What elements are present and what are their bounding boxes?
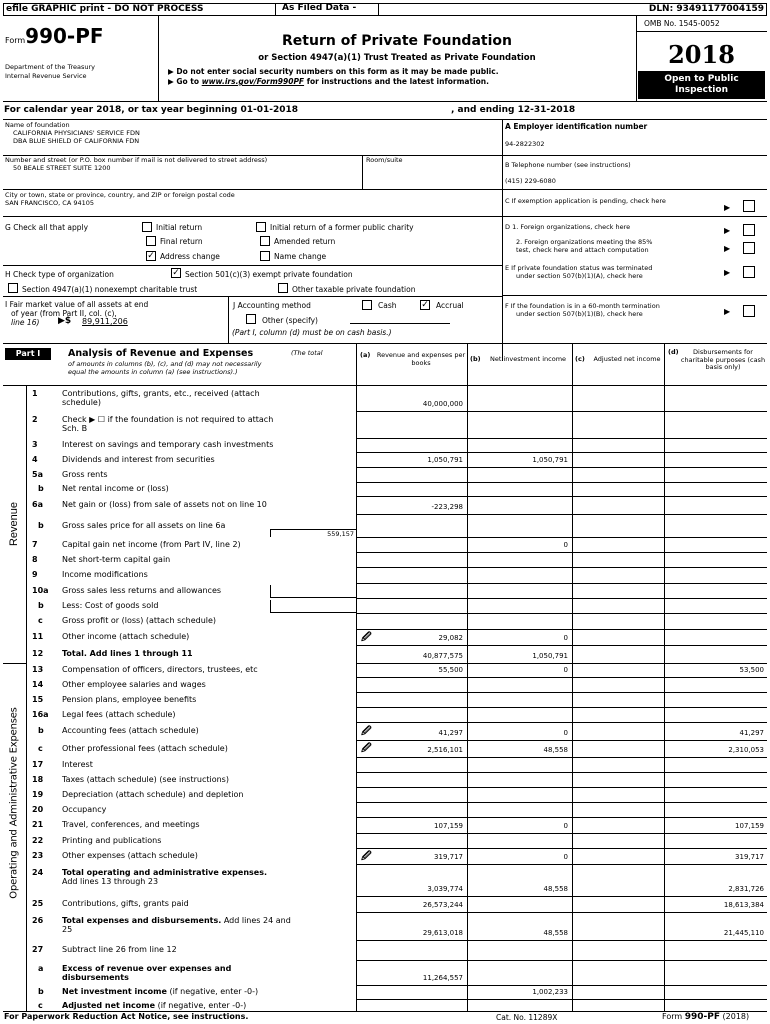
row-label <box>62 726 199 735</box>
ein-value: 94-2822302 <box>505 140 545 148</box>
row-label-text: Total operating and administrative expenses. <box>62 868 267 877</box>
table-row <box>0 438 770 452</box>
ssn-warning-text: Do not enter social security numbers on this form as it may be made public. <box>176 67 499 76</box>
row-label-line2: Add lines 13 through 23 <box>62 877 159 886</box>
row-number: 27 <box>32 945 44 954</box>
row-label <box>62 616 216 625</box>
row-label <box>62 521 225 530</box>
row-number: 9 <box>32 570 38 579</box>
row-label <box>62 586 221 595</box>
f-label-1: F If the foundation is in a 60-month termination <box>505 302 660 310</box>
row-col-d: 21,445,110 <box>723 929 764 937</box>
row-label <box>62 805 106 814</box>
table-row <box>0 514 770 537</box>
row-label-text: Gross rents <box>62 469 108 479</box>
row-number: 24 <box>32 868 44 877</box>
row-label <box>62 1001 246 1010</box>
row-label-text: Other expenses (attach schedule) <box>62 851 198 860</box>
row-number: 22 <box>32 835 44 845</box>
row-col-b: 1,002,233 <box>532 988 568 996</box>
j-note: (Part I, column (d) must be on cash basis.) <box>232 328 392 337</box>
d2-label-1: 2. Foreign organizations meeting the 85% <box>516 238 653 246</box>
street-address: 50 BEALE STREET SUITE 1200 <box>13 164 111 172</box>
row-col-b: 0 <box>563 541 568 549</box>
row-label-text: Contributions, gifts, grants, etc., received (attach <box>62 389 260 398</box>
attachment-icon[interactable]: 🖉 <box>361 743 372 754</box>
row-col-b: 0 <box>563 853 568 861</box>
filed-data-label: As Filed Data - <box>275 3 379 16</box>
row-col-a: 40,000,000 <box>422 400 463 408</box>
col-d-header: Disbursements for charitable purposes (cash basis only) <box>680 348 766 371</box>
exemption-pending-label: C If exemption application is pending, check here <box>505 197 666 205</box>
col-c-tag: (c) <box>575 355 585 363</box>
tax-year: 2018 <box>668 40 735 69</box>
row-number: 20 <box>32 804 44 814</box>
table-row <box>0 960 770 985</box>
footer-form-word: Form <box>662 1012 683 1021</box>
row-label <box>62 570 148 579</box>
irs-link[interactable]: www.irs.gov/Form990PF <box>201 77 305 86</box>
row-label-text: Total. Add lines 1 through 11 <box>62 649 193 658</box>
row-col-d: 18,613,384 <box>723 901 764 909</box>
part1-desc-2: of amounts in columns (b), (c), and (d) may not necessarily <box>68 360 262 368</box>
row-label <box>62 632 189 641</box>
row-label <box>62 484 169 493</box>
initial-former-label: Initial return of a former public charity <box>270 223 414 232</box>
row-col-d: 107,159 <box>735 822 764 830</box>
row-label-text: Printing and publications <box>62 835 162 845</box>
row-label <box>62 695 196 704</box>
irs-link-pre: Go to <box>176 77 200 86</box>
d2-label-2: test, check here and attach computation <box>516 246 649 254</box>
d2-checkbox[interactable] <box>743 242 755 254</box>
fmv-arrow-icon: ▶$ <box>58 316 72 326</box>
footer-form-id <box>662 1012 749 1022</box>
fmv-value: 89,911,206 <box>82 317 128 326</box>
table-row <box>0 496 770 514</box>
table-row <box>0 757 770 772</box>
foundation-name-2: DBA BLUE SHIELD OF CALIFORNIA FDN <box>13 137 140 145</box>
irs-label: Internal Revenue Service <box>5 72 87 80</box>
cat-number: Cat. No. 11289X <box>496 1013 558 1022</box>
calendar-year: For calendar year 2018, or tax year beginning 01-01-2018 <box>4 105 299 115</box>
h-label: H Check type of organization <box>5 270 114 279</box>
row-label-text: Gross sales price for all assets on line 6a <box>62 520 226 530</box>
side-revenue-label: Revenue <box>8 501 20 547</box>
row-col-d: 319,717 <box>735 853 764 861</box>
row-col-a: 26,573,244 <box>422 901 463 909</box>
row-number: 18 <box>32 774 44 784</box>
address-change-checkbox[interactable]: ✓ <box>147 251 155 261</box>
row-col-a: 29,613,018 <box>422 929 463 937</box>
calendar-ending: , and ending 12-31-2018 <box>451 105 576 115</box>
j-cash-label: Cash <box>378 301 397 310</box>
open-public-badge: Open to Public Inspection <box>638 71 765 99</box>
row-label-text: Interest on savings and temporary cash investments <box>62 440 274 449</box>
row-label-text: Check ▶ ☐ if the foundation is not required to attach <box>62 415 274 424</box>
table-row <box>0 848 770 864</box>
table-row <box>0 722 770 740</box>
row-label-text: Gross sales less returns and allowances <box>62 585 222 595</box>
efile-label: efile GRAPHIC print - DO NOT PROCESS <box>6 4 204 14</box>
part1-title: Analysis of Revenue and Expenses <box>68 348 254 359</box>
table-row <box>0 677 770 692</box>
row-label <box>62 945 177 954</box>
row-col-d: 53,500 <box>739 666 764 674</box>
foundation-name-label: Name of foundation <box>5 121 70 129</box>
form-title: Return of Private Foundation <box>282 33 512 49</box>
row-col-a: 11,264,557 <box>422 974 463 982</box>
city-value: SAN FRANCISCO, CA 94105 <box>5 199 95 207</box>
row-label <box>62 455 215 464</box>
row-label-text: Legal fees (attach schedule) <box>62 709 176 719</box>
table-row <box>0 613 770 629</box>
row-label-line2: Sch. B <box>62 424 88 433</box>
row-col-b: 0 <box>563 822 568 830</box>
table-row <box>0 787 770 802</box>
row-label-text: Occupancy <box>62 804 107 814</box>
col-d-tag: (d) <box>668 348 679 356</box>
row-col-b: 48,558 <box>543 929 568 937</box>
row-number: b <box>38 484 44 493</box>
row-label-text: Contributions, gifts, grants paid <box>62 899 189 908</box>
row-label <box>62 790 243 799</box>
row-number: 16a <box>32 709 49 719</box>
inline-entry-box[interactable] <box>270 600 356 613</box>
row-label <box>62 760 93 769</box>
arrow-icon: ▶ <box>724 226 731 235</box>
row-label-text: Other employee salaries and wages <box>62 679 206 689</box>
row-label <box>62 836 161 845</box>
h-501c3-checkbox[interactable]: ✓ <box>172 268 180 278</box>
row-number: c <box>38 743 43 753</box>
table-row <box>0 817 770 833</box>
e-label-2: under section 507(b)(1)(A), check here <box>516 272 643 280</box>
attachment-icon[interactable]: 🖉 <box>361 631 372 643</box>
dln-label: DLN: 93491177004159 <box>648 4 764 14</box>
row-label <box>62 389 260 398</box>
foundation-name-1: CALIFORNIA PHYSICIANS' SERVICE FDN <box>13 129 140 137</box>
row-label-text: Excess of revenue over expenses and <box>62 964 232 973</box>
row-label-text: Net investment income <box>62 987 167 996</box>
row-label <box>62 440 273 449</box>
h-4947-checkbox[interactable] <box>8 283 18 293</box>
table-row <box>0 912 770 940</box>
row-number: 19 <box>32 789 44 799</box>
table-row <box>0 896 770 912</box>
phone-value: (415) 229-6080 <box>505 177 556 185</box>
row-number: b <box>38 726 44 735</box>
row-label-text: Pension plans, employee benefits <box>62 694 197 704</box>
j-other-checkbox[interactable] <box>246 314 256 324</box>
row-label-text: Interest <box>62 759 93 769</box>
col-b-header: Net investment income <box>489 355 567 363</box>
table-row <box>0 833 770 848</box>
irs-link-post: for instructions and the latest information. <box>306 77 489 86</box>
row-col-b: 0 <box>563 666 568 674</box>
form-subtitle: or Section 4947(a)(1) Trust Treated as Private Foundation <box>258 53 536 63</box>
row-label-text: Net gain or (loss) from sale of assets not on line 10 <box>62 500 267 509</box>
form-number: 990-PF <box>25 24 104 48</box>
top-bar <box>3 3 767 16</box>
row-number: 17 <box>32 759 44 769</box>
table-row <box>0 467 770 482</box>
table-row <box>0 537 770 552</box>
row-number: 3 <box>32 440 38 449</box>
row-col-a: 107,159 <box>434 822 463 830</box>
row-number: 25 <box>32 899 44 908</box>
row-number: 2 <box>32 415 38 424</box>
row-label <box>62 665 258 674</box>
table-row <box>0 552 770 567</box>
row-label-text: Total expenses and disbursements. <box>62 916 222 925</box>
row-label-text: Other income (attach schedule) <box>62 632 190 641</box>
d1-checkbox[interactable] <box>743 224 755 236</box>
row-label <box>62 775 229 784</box>
table-row <box>0 940 770 960</box>
final-return-label: Final return <box>160 237 203 246</box>
row-label <box>62 868 267 877</box>
row-number: 11 <box>32 632 44 641</box>
row-label-text: Taxes (attach schedule) (see instructions) <box>62 774 229 784</box>
row-number: 5a <box>32 469 43 479</box>
row-number: 12 <box>32 649 44 658</box>
final-return-checkbox[interactable] <box>146 236 156 246</box>
row-label-text: Net short-term capital gain <box>62 554 171 564</box>
table-row <box>0 482 770 496</box>
e-checkbox[interactable] <box>743 266 755 278</box>
row-number: a <box>38 964 44 973</box>
row-number: b <box>38 520 44 530</box>
row-label-text: Accounting fees (attach schedule) <box>62 726 199 735</box>
address-change-label: Address change <box>160 252 220 261</box>
i-label-1: I Fair market value of all assets at end <box>5 300 149 309</box>
row-col-b: 48,558 <box>543 885 568 893</box>
name-change-checkbox[interactable] <box>260 251 270 261</box>
row-col-b: 0 <box>563 634 568 642</box>
row-col-b: 48,558 <box>543 746 568 754</box>
row-col-b: 1,050,791 <box>532 652 568 660</box>
row-col-a: 29,082 <box>438 634 463 642</box>
col-b-tag: (b) <box>470 355 481 363</box>
table-row <box>0 864 770 896</box>
row-label-extra: Add lines 24 and <box>221 916 291 925</box>
h-501c3-label: Section 501(c)(3) exempt private foundation <box>185 270 353 279</box>
row-label-text: Adjusted net income <box>62 1001 156 1010</box>
row-label-text: Net rental income or (loss) <box>62 484 169 493</box>
row-col-a: 2,516,101 <box>427 746 463 754</box>
amended-return-label: Amended return <box>274 237 336 246</box>
row-label <box>62 899 189 908</box>
initial-return-checkbox[interactable] <box>142 222 152 232</box>
row-label-text: Other professional fees (attach schedule) <box>62 743 228 753</box>
row-label <box>62 744 228 753</box>
row-number: 13 <box>32 665 44 674</box>
row-label <box>62 540 241 549</box>
table-row <box>0 583 770 598</box>
row-label-text: Gross profit or (loss) (attach schedule) <box>62 616 217 625</box>
h-4947-label: Section 4947(a)(1) nonexempt charitable trust <box>22 285 198 294</box>
row-label-text: Capital gain net income (from Part IV, line 2) <box>62 539 241 549</box>
d1-label: D 1. Foreign organizations, check here <box>505 223 631 231</box>
row-label <box>62 964 231 973</box>
table-row <box>0 645 770 663</box>
j-accrual-checkbox[interactable]: ✓ <box>421 300 429 310</box>
row-number: 10a <box>32 585 49 595</box>
footer-form-year: (2018) <box>722 1012 750 1021</box>
footer-form-number: 990-PF <box>684 1012 720 1022</box>
h-other-checkbox[interactable] <box>278 283 288 293</box>
city-label: City or town, state or province, country, and ZIP or foreign postal code <box>5 191 235 199</box>
table-row <box>0 740 770 757</box>
j-other-label: Other (specify) <box>262 316 318 325</box>
row-label <box>62 555 170 564</box>
initial-return-label: Initial return <box>156 223 203 232</box>
row-number: c <box>38 1001 43 1010</box>
table-row <box>0 772 770 787</box>
part1-desc-1: (The total <box>291 349 323 357</box>
row-number: 15 <box>32 694 44 704</box>
row-label-text: Subtract line 26 from line 12 <box>62 945 177 954</box>
arrow-icon: ▶ <box>724 244 731 253</box>
table-row <box>0 707 770 722</box>
form-id <box>5 24 104 48</box>
row-col-b: 0 <box>563 729 568 737</box>
table-row <box>0 411 770 438</box>
f-checkbox[interactable] <box>743 305 755 317</box>
part1-tag: Part I <box>5 348 51 360</box>
i-label-3: line 16) <box>11 318 40 327</box>
row-number: 14 <box>32 679 44 689</box>
row-col-d: 2,831,726 <box>728 885 764 893</box>
i-label-2: of year (from Part II, col. (c), <box>11 309 117 318</box>
row-col-d: 41,297 <box>739 729 764 737</box>
arrow-icon: ▶ <box>724 203 731 212</box>
row-label-line2: schedule) <box>62 398 101 407</box>
attachment-icon[interactable]: 🖉 <box>361 725 372 737</box>
inline-entry-box[interactable] <box>270 585 356 598</box>
phone-label: B Telephone number (see instructions) <box>505 161 631 169</box>
name-change-label: Name change <box>274 252 327 261</box>
initial-former-checkbox[interactable] <box>256 222 266 232</box>
table-row <box>0 567 770 583</box>
row-col-a: 55,500 <box>438 666 463 674</box>
row-number: 8 <box>32 554 38 564</box>
row-col-a: 40,877,575 <box>422 652 463 660</box>
col-a-header: Revenue and expenses per books <box>376 351 466 367</box>
row-label-text: Compensation of officers, directors, trustees, etc <box>62 665 258 674</box>
part1-desc-3: equal the amounts in column (a) (see instructions).) <box>68 368 238 376</box>
row-label <box>62 680 206 689</box>
row-col-a: 1,050,791 <box>427 456 463 464</box>
exemption-pending-checkbox[interactable] <box>743 200 755 212</box>
j-cash-checkbox[interactable] <box>362 300 372 310</box>
row-col-a: 319,717 <box>434 853 463 861</box>
row-label <box>62 649 193 658</box>
row-number: 1 <box>32 389 38 398</box>
table-row <box>0 629 770 645</box>
irs-link-line: ▶ Go to www.irs.gov/Form990PF for instructions and the latest information. <box>168 77 489 86</box>
row-col-a: -223,298 <box>431 503 463 511</box>
arrow-icon: ▶ <box>724 307 731 316</box>
row-number: b <box>38 987 44 996</box>
row-label-line2: disbursements <box>62 973 129 982</box>
form-word: Form <box>5 36 26 45</box>
table-row <box>0 385 770 411</box>
row-number: 6a <box>32 500 43 509</box>
row-label <box>62 601 158 610</box>
table-row <box>0 598 770 613</box>
attachment-icon[interactable]: 🖉 <box>361 850 372 862</box>
omb-number: OMB No. 1545-0052 <box>644 19 720 28</box>
table-row <box>0 999 770 1011</box>
row-label <box>62 415 273 424</box>
row-number: 4 <box>32 454 38 464</box>
row-label <box>62 916 291 925</box>
f-label-2: under section 507(b)(1)(B), check here <box>516 310 643 318</box>
table-row <box>0 985 770 999</box>
row-label <box>62 470 108 479</box>
row-label-line2: 25 <box>62 925 73 934</box>
room-suite-label: Room/suite <box>366 156 403 164</box>
row-label-text: Dividends and interest from securities <box>62 454 215 464</box>
row-col-b: 1,050,791 <box>532 456 568 464</box>
row-number: c <box>38 616 43 625</box>
row-number: 7 <box>32 539 38 549</box>
paperwork-notice: For Paperwork Reduction Act Notice, see instructions. <box>4 1012 249 1021</box>
row-label-text: Travel, conferences, and meetings <box>62 820 200 829</box>
h-other-label: Other taxable private foundation <box>292 285 416 294</box>
j-label: J Accounting method <box>233 301 311 310</box>
ssn-warning: ▶ Do not enter social security numbers on this form as it may be made public. <box>168 67 499 76</box>
row-col-a: 3,039,774 <box>427 885 463 893</box>
table-row <box>0 802 770 817</box>
table-row <box>0 692 770 707</box>
arrow-icon: ▶ <box>724 268 731 277</box>
row-col-d: 2,310,053 <box>728 746 764 754</box>
row-label-extra: (if negative, enter -0-) <box>155 1001 247 1010</box>
ein-label: A Employer identification number <box>505 122 648 131</box>
col-c-header: Adjusted net income <box>593 355 661 363</box>
row-number: b <box>38 600 44 610</box>
row-number: 26 <box>32 916 44 925</box>
table-row <box>0 452 770 467</box>
row-label-text: Depreciation (attach schedule) and depletion <box>62 789 244 799</box>
row-label <box>62 987 258 996</box>
table-row <box>0 663 770 677</box>
row-col-a: 41,297 <box>438 729 463 737</box>
row-label <box>62 851 198 860</box>
amended-return-checkbox[interactable] <box>260 236 270 246</box>
row-label <box>62 500 267 509</box>
j-accrual-label: Accrual <box>436 301 464 310</box>
col-a-tag: (a) <box>360 351 371 359</box>
row-label-text: Income modifications <box>62 570 148 579</box>
row-label <box>62 710 176 719</box>
gross-sales-value: 559,157 <box>270 529 356 537</box>
dept-treasury: Department of the Treasury <box>5 63 96 71</box>
street-label: Number and street (or P.O. box number if mail is not delivered to street address) <box>5 156 268 164</box>
e-label-1: E If private foundation status was terminated <box>505 264 653 272</box>
row-label-text: Less: Cost of goods sold <box>62 600 159 610</box>
side-expenses-label: Operating and Administrative Expenses <box>8 707 20 899</box>
row-label-extra: (if negative, enter -0-) <box>166 987 259 996</box>
row-number: 21 <box>32 820 44 829</box>
row-number: 23 <box>32 851 44 860</box>
g-label: G Check all that apply <box>5 223 89 232</box>
row-label <box>62 820 200 829</box>
